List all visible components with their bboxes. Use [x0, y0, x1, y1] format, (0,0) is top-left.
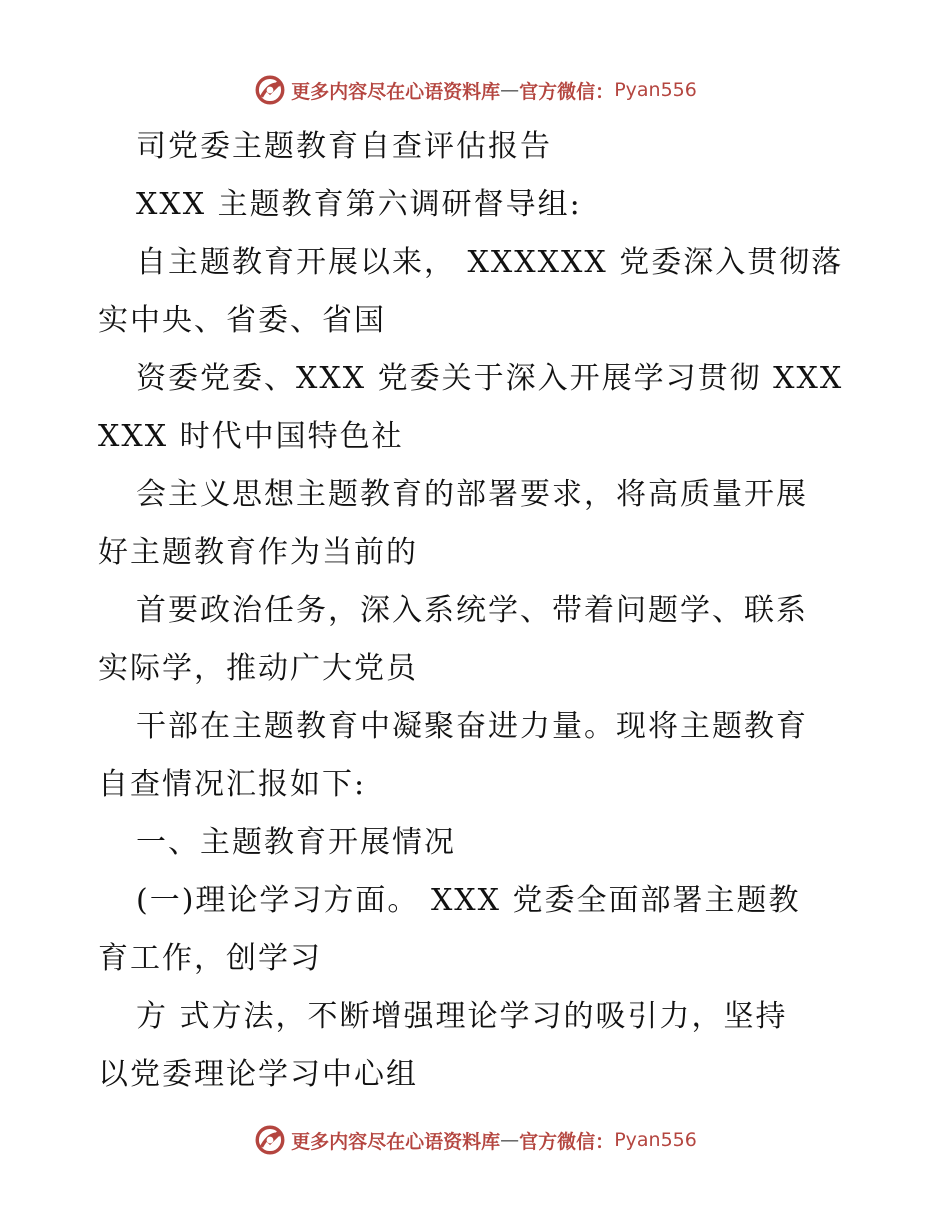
watermark-separator: — [500, 1129, 520, 1151]
paragraph-line: 资委党委、XXX 党委关于深入开展学习贯彻 XXX [136, 361, 844, 396]
section-heading: 一、主题教育开展情况 [136, 825, 456, 860]
subsection-heading: (一)理论学习方面。 XXX 党委全面部署主题教 [136, 883, 801, 918]
paragraph-line: 自主题教育开展以来， XXXXXX 党委深入贯彻落 [136, 245, 844, 280]
document-recipient: XXX 主题教育第六调研督导组: [136, 187, 582, 222]
footer-watermark [0, 1120, 950, 1160]
red-swirl-logo-icon [253, 1123, 287, 1157]
header-watermark [0, 70, 950, 110]
paragraph-line: XXX 时代中国特色社 [98, 419, 404, 454]
paragraph-line: 实中央、省委、省国 [98, 303, 386, 338]
watermark-account-label: 官方微信： [519, 80, 615, 103]
paragraph-line: 会主义思想主题教育的部署要求，将高质量开展 [136, 477, 808, 512]
red-swirl-logo-icon [253, 73, 287, 107]
watermark-account-id: Pyan556 [614, 1129, 697, 1151]
watermark-text: 更多内容尽在心语资料库 [291, 1130, 501, 1153]
watermark-row [253, 73, 697, 107]
watermark-text: 更多内容尽在心语资料库 [291, 80, 501, 103]
paragraph-line: 首要政治任务，深入系统学、带着问题学、联系 [136, 593, 808, 628]
paragraph-line: 育工作，创学习 [98, 941, 322, 976]
paragraph-line: 干部在主题教育中凝聚奋进力量。现将主题教育 [136, 709, 808, 744]
paragraph-line: 实际学，推动广大党员 [98, 651, 418, 686]
watermark-account-id: Pyan556 [614, 79, 697, 101]
paragraph-line: 好主题教育作为当前的 [98, 535, 418, 570]
paragraph-line: 自查情况汇报如下: [98, 767, 367, 802]
watermark-account-label: 官方微信： [519, 1130, 615, 1153]
document-body [98, 118, 858, 1104]
watermark-separator: — [500, 79, 520, 101]
paragraph-line: 以党委理论学习中心组 [98, 1057, 418, 1092]
document-title: 司党委主题教育自查评估报告 [136, 129, 552, 164]
paragraph-line: 方 式方法，不断增强理论学习的吸引力，坚持 [136, 999, 788, 1034]
watermark-row [253, 1123, 697, 1157]
